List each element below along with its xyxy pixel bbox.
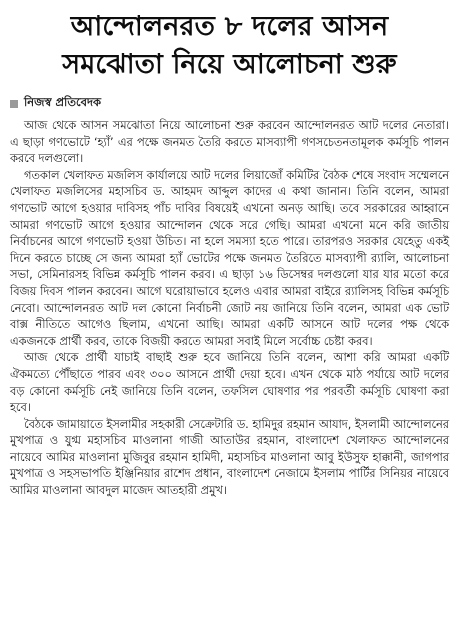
paragraph-4: বৈঠকে জামায়াতে ইসলামীর সহকারী সেক্রেটারি ড. হামিদুর রহমান আযাদ, ইসলামী আন্দোলনের মুখপাত্র ও যুগ্ম মহাসচিব মাওলানা গাজী আতাউর রহমান, বাংলাদেশ খেলাফত আন্দোলনের নায়েবে আমির মাওলানা মুজিবুর রহমান হামিদী, মহাসচিব মাওলানা আবু ইউসুফ হাক্কানী, জাগপার মুখপাত্র ও সহসভাপতি ইঞ্জিনিয়ার রাশেদ প্রধান, বাংলাদেশ নেজামে ইসলাম পার্টির সিনিয়র নায়েবে আমির মাওলানা আবদুল মাজেদ আতহারী প্রমুখ। bbox=[10, 417, 450, 498]
headline-line-1: আন্দোলনরত ৮ দলের আসন bbox=[70, 11, 389, 42]
byline: নিজস্ব প্রতিবেদক bbox=[24, 95, 102, 109]
square-bullet-icon bbox=[10, 100, 18, 108]
paragraph-1: আজ থেকে আসন সমঝোতা নিয়ে আলোচনা শুরু করবেন আন্দোলনরত আট দলের নেতারা। এ ছাড়া গণভোটে ‘হ্যাঁ’ এর পক্ষে জনমত তৈরি করতে মাসব্যাপী গণসচেতনতামূলক কর্মসূচি পালন করবে দলগুলো। bbox=[10, 119, 449, 166]
headline bbox=[10, 8, 449, 84]
article-body bbox=[10, 118, 449, 500]
byline-row bbox=[10, 94, 449, 113]
paragraph-3: আজ থেকে প্রার্থী যাচাই বাছাই শুরু হবে জানিয়ে তিনি বলেন, আশা করি আমরা একটি ঐকমত্যে পৌঁছাতে পারব এবং ৩০০ আসনে প্রার্থী দেয়া হবে। এখন থেকে মাঠ পর্যায়ে আট দলের বড় কোনো কর্মসূচি নেই জানিয়ে তিনি বলেন, তফসিল ঘোষণার পর পরবর্তী কর্মসূচি ঘোষণা করা হবে। bbox=[10, 351, 449, 415]
headline-line-2: সমঝোতা নিয়ে আলোচনা শুরু bbox=[62, 49, 397, 80]
paragraph-2: গতকাল খেলাফত মজলিস কার্যালয়ে আট দলের লিয়াজোঁ কমিটির বৈঠক শেষে সংবাদ সম্মেলনে খেলাফত মজলিসের মহাসচিব ড. আহমদ আব্দুল কাদের এ কথা জানান। তিনি বলেন, আমরা গণভোট আগে হওয়ার দাবিসহ পাঁচ দাবির বিষয়েই এখনো অনড় আছি। তবে সরকারের আহ্বানে আমরা গণভোট আগে হওয়ার আন্দোলন থেকে সরে গেছি। আমরা এখনো মনে করি জাতীয় নির্বাচনের আগে গণভোট হওয়া উচিত। না হলে সমস্যা হতে পারে। তারপরও সরকার যেহেতু একই দিনে করতে চাচ্ছে সে জন্য আমরা হ্যাঁ ভোটের পক্ষে জনমত তৈরিতে মাসব্যাপী র‍্যালি, আলোচনা সভা, সেমিনারসহ বিভিন্ন কর্মসূচি পালন করব। এ ছাড়া ১৬ ডিসেম্বর দলগুলো যার যার মতো করে বিজয় দিবস পালন করবেন। আগে ঘরোয়াভাবে হলেও এবার আমরা বাইরে র‍্যালিসহ বিভিন্ন কর্মসূচি নেবো। আন্দোলনরত আট দল কোনো নির্বাচনী জোট নয় জানিয়ে তিনি বলেন, আমরা এক ভোট বাক্স নীতিতে আগেও ছিলাম, এখনো আছি। আমরা একটি আসনে আট দলের পক্ষ থেকে একজনকে প্রার্থী করব, তাকে বিজয়ী করতে আমরা সবাই মিলে সর্বোচ্চ চেষ্টা করব। bbox=[10, 168, 449, 348]
